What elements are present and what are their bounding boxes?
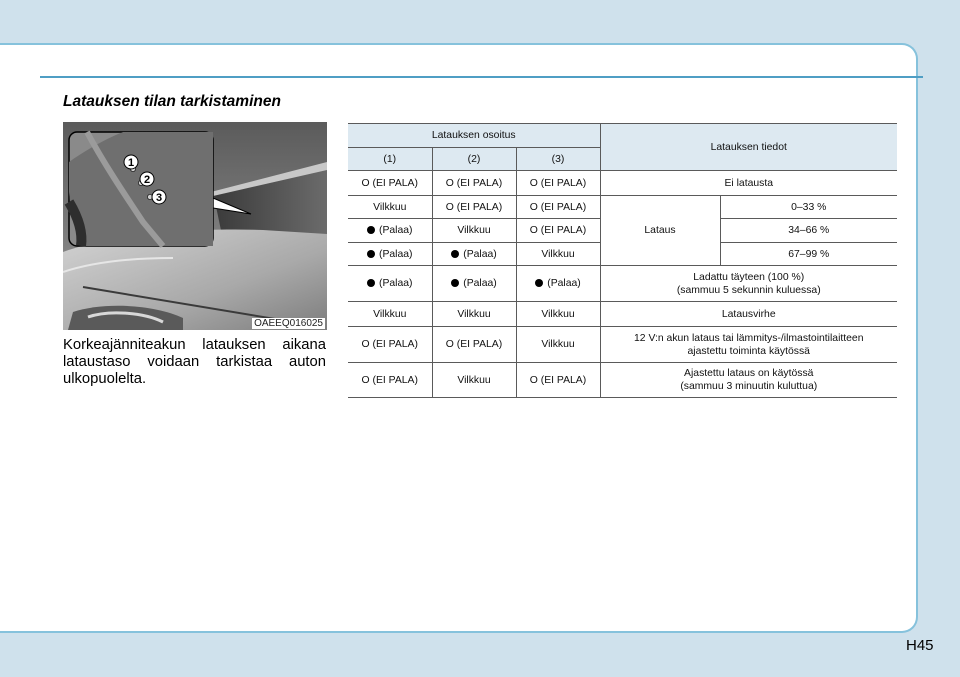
callout-2: 2 <box>143 174 151 186</box>
table-row <box>348 363 897 398</box>
table-row <box>348 302 897 327</box>
cell: (Palaa) <box>432 243 516 266</box>
page-number: H45 <box>906 637 934 654</box>
cell: 0–33 % <box>720 196 897 219</box>
cell: (Palaa) <box>516 266 600 302</box>
header-indicator: Latauksen osoitus <box>348 124 600 148</box>
cell: (Palaa) <box>348 243 432 266</box>
charging-label: Lataus <box>600 196 720 266</box>
cell: O (EI PALA) <box>432 196 516 219</box>
car-charge-indicator-illustration <box>63 122 327 330</box>
charge-status-table <box>348 123 897 398</box>
cell: Vilkkuu <box>516 302 600 327</box>
car-illustration <box>63 122 327 330</box>
header-rule <box>40 76 923 78</box>
header-col-2: (2) <box>432 148 516 171</box>
cell: Vilkkuu <box>432 219 516 243</box>
cell: (Palaa) <box>348 266 432 302</box>
table-row <box>348 266 897 302</box>
cell: O (EI PALA) <box>348 327 432 363</box>
lit-dot-icon <box>535 279 543 287</box>
header-col-1: (1) <box>348 148 432 171</box>
table-row <box>348 327 897 363</box>
lit-dot-icon <box>367 250 375 258</box>
cell: Ajastettu lataus on käytössä (sammuu 3 minuutin kuluttua) <box>600 363 897 398</box>
cell: Vilkkuu <box>516 327 600 363</box>
figure-code: OAEEQ016025 <box>254 318 323 329</box>
cell: Ladattu täyteen (100 %) (sammuu 5 sekunnin kuluessa) <box>600 266 897 302</box>
cell: Vilkkuu <box>516 243 600 266</box>
cell: Vilkkuu <box>348 302 432 327</box>
cell: O (EI PALA) <box>348 363 432 398</box>
cell: Vilkkuu <box>432 302 516 327</box>
cell: 12 V:n akun lataus tai lämmitys-/ilmastointilaitteen ajastettu toiminta käytössä <box>600 327 897 363</box>
callout-3: 3 <box>155 192 163 204</box>
lit-dot-icon <box>451 250 459 258</box>
cell: O (EI PALA) <box>516 219 600 243</box>
table-row <box>348 171 897 196</box>
cell: Ei latausta <box>600 171 897 196</box>
header-col-3: (3) <box>516 148 600 171</box>
table-row <box>348 196 897 219</box>
cell: Latausvirhe <box>600 302 897 327</box>
cell: O (EI PALA) <box>516 196 600 219</box>
lit-dot-icon <box>451 279 459 287</box>
cell: O (EI PALA) <box>516 171 600 196</box>
cell: Vilkkuu <box>348 196 432 219</box>
cell: O (EI PALA) <box>432 171 516 196</box>
cell: O (EI PALA) <box>432 327 516 363</box>
cell: O (EI PALA) <box>348 171 432 196</box>
cell: 67–99 % <box>720 243 897 266</box>
cell: 34–66 % <box>720 219 897 243</box>
cell: Vilkkuu <box>432 363 516 398</box>
cell: (Palaa) <box>348 219 432 243</box>
section-title: Latauksen tilan tarkistaminen <box>63 93 281 110</box>
lit-dot-icon <box>367 226 375 234</box>
cell: O (EI PALA) <box>516 363 600 398</box>
cell: (Palaa) <box>432 266 516 302</box>
lit-dot-icon <box>367 279 375 287</box>
callout-1: 1 <box>127 157 135 169</box>
header-info: Latauksen tiedot <box>600 124 897 171</box>
body-text: Korkeajänniteakun latauksen aikana lataustaso voidaan tarkistaa auton ulkopuolelta. <box>63 337 326 387</box>
